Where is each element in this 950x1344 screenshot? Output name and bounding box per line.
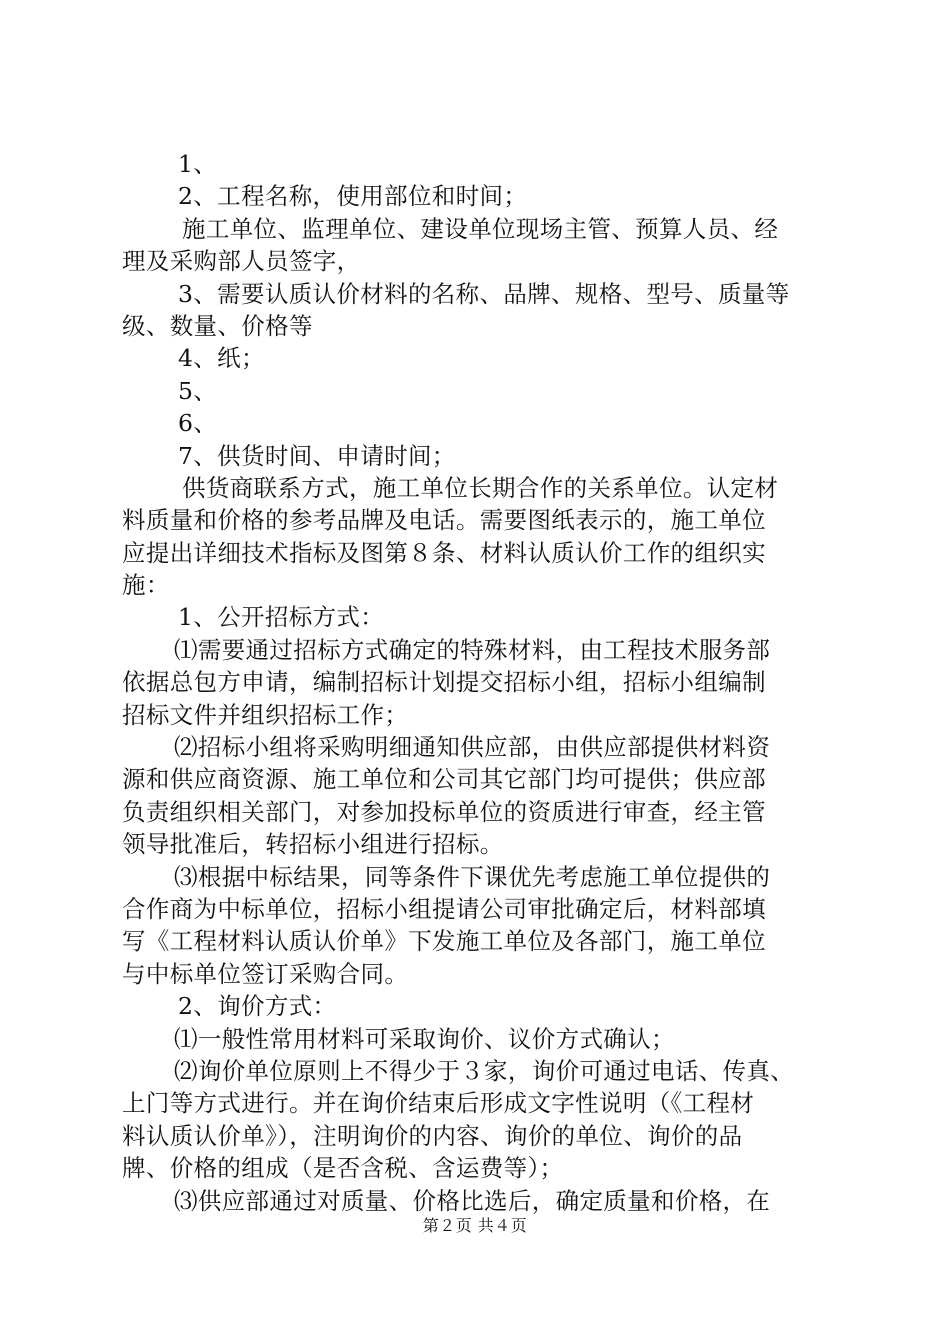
text-line: 应提出详细技术指标及图第８条、材料认质认价工作的组织实 (122, 538, 766, 567)
text-line: 施工单位、监理单位、建设单位现场主管、预算人员、经 (182, 214, 779, 243)
text-line: 1、公开招标方式： (178, 603, 385, 632)
text-line: 2、询价方式： (178, 992, 337, 1021)
text-line: 牌、价格的组成（是否含税、含运费等）； (122, 1154, 564, 1183)
text-line: ⑶根据中标结果，同等条件下课优先考虑施工单位提供的 (174, 862, 771, 891)
text-line: 5、 (178, 376, 218, 405)
text-line: 理及采购部人员签字， (122, 247, 361, 276)
text-line: 招标文件并组织招标工作； (122, 700, 409, 729)
text-line: 级、数量、价格等 (122, 311, 313, 340)
text-line: ⑴一般性常用材料可采取询价、议价方式确认； (174, 1024, 675, 1053)
text-line: 与中标单位签订采购合同。 (122, 959, 409, 988)
text-line: 6、 (178, 409, 218, 438)
text-line: 源和供应商资源、施工单位和公司其它部门均可提供；供应部 (122, 765, 766, 794)
text-line: 上门等方式进行。并在询价结束后形成文字性说明（《工程材 (122, 1089, 755, 1118)
text-line: ⑵招标小组将采购明细通知供应部，由供应部提供材料资 (174, 733, 771, 762)
text-line: 2、工程名称，使用部位和时间； (178, 182, 528, 211)
text-line: 4、纸； (178, 344, 265, 373)
text-line: 供货商联系方式，施工单位长期合作的关系单位。认定材 (182, 473, 779, 502)
text-line: 料认质认价单》），注明询价的内容、询价的单位、询价的品 (122, 1121, 743, 1150)
text-line: 施： (122, 571, 170, 600)
text-line: 7、供货时间、申请时间； (178, 441, 456, 470)
page-footer: 第２页 共４页 (422, 1216, 528, 1235)
text-line: 写《工程材料认质认价单》下发施工单位及各部门，施工单位 (122, 927, 766, 956)
text-line: ⑵询价单位原则上不得少于３家，询价可通过电话、传真、 (174, 1056, 795, 1085)
document-body (122, 148, 832, 1217)
text-line: 3、需要认质认价材料的名称、品牌、规格、型号、质量等 (178, 279, 790, 308)
text-line: ⑴需要通过招标方式确定的特殊材料，由工程技术服务部 (174, 635, 771, 664)
text-line: 依据总包方申请，编制招标计划提交招标小组，招标小组编制 (122, 668, 766, 697)
text-line: 领导批准后，转招标小组进行招标。 (122, 830, 504, 859)
text-line: 合作商为中标单位，招标小组提请公司审批确定后，材料部填 (122, 894, 766, 923)
text-line: 1、 (178, 150, 218, 178)
text-line: 料质量和价格的参考品牌及电话。需要图纸表示的，施工单位 (122, 506, 766, 535)
text-line: 负责组织相关部门，对参加投标单位的资质进行审查，经主管 (122, 797, 766, 826)
text-line: ⑶供应部通过对质量、价格比选后，确定质量和价格，在 (174, 1186, 771, 1215)
